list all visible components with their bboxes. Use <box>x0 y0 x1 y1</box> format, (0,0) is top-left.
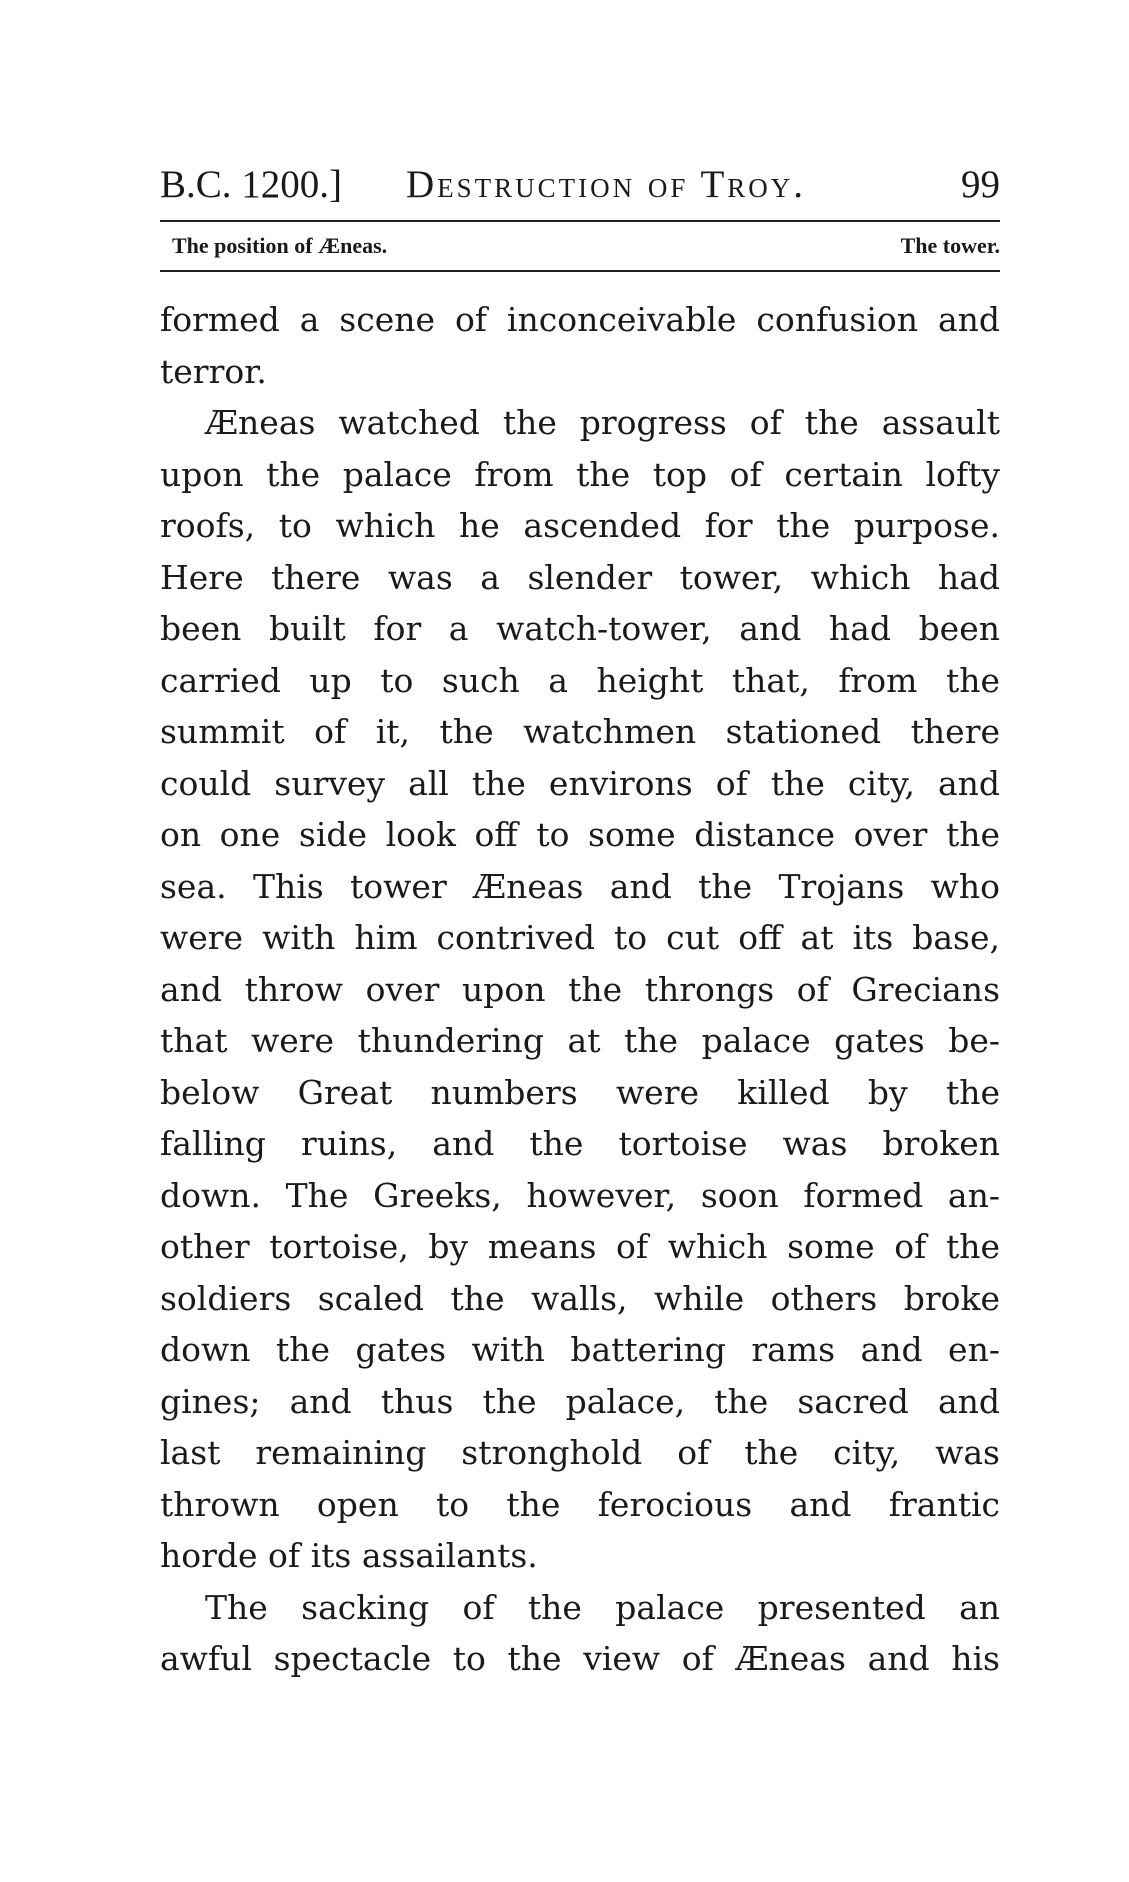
text-line: sea. This tower Æneas and the Trojans who <box>160 866 1000 906</box>
text-line: on one side look off to some distance over the <box>160 815 1000 854</box>
text-line: carried up to such a height that, from the <box>160 660 1000 700</box>
text-line: last remaining stronghold of the city, was <box>160 1433 1000 1472</box>
text-line: The sacking of the palace presented an <box>205 1587 1000 1627</box>
text-line: down. The Greeks, however, soon formed an- <box>160 1175 1000 1215</box>
paragraph <box>160 1582 1000 1685</box>
text-line: terror. <box>160 351 267 391</box>
text-line: other tortoise, by means of which some of the <box>160 1227 1000 1266</box>
text-line: Æneas watched the progress of the assault <box>205 403 1000 442</box>
text-line: summit of it, the watchmen stationed there <box>160 712 1000 751</box>
paragraph <box>160 397 1000 1582</box>
sidenote-right: The tower. <box>900 233 1000 258</box>
text-line: could survey all the environs of the city, and <box>160 763 1000 803</box>
text-line: below Great numbers were killed by the <box>160 1072 1000 1112</box>
text-line: falling ruins, and the tortoise was broken <box>160 1124 1000 1163</box>
text-line: and throw over upon the throngs of Grecians <box>160 969 1000 1009</box>
page-number: 99 <box>961 163 1000 206</box>
running-head-title: Destruction of Troy. <box>406 163 807 206</box>
text-line: were with him contrived to cut off at its base, <box>160 918 1000 957</box>
text-line: roofs, to which he ascended for the purpose. <box>160 506 1000 545</box>
text-line: down the gates with battering rams and en- <box>160 1330 1000 1369</box>
text-line: Here there was a slender tower, which had <box>160 557 1000 597</box>
paragraph <box>160 294 1000 397</box>
text-line: awful spectacle to the view of Æneas and his <box>160 1639 1000 1678</box>
text-line: gines; and thus the palace, the sacred and <box>160 1381 1000 1421</box>
text-line: upon the palace from the top of certain lofty <box>160 454 1000 494</box>
running-head-date: B.C. 1200.] <box>160 163 343 206</box>
text-line: thrown open to the ferocious and frantic <box>160 1484 1000 1524</box>
text-line: formed a scene of inconceivable confusion and <box>160 300 1000 339</box>
running-head <box>160 158 1000 212</box>
text-line: soldiers scaled the walls, while others broke <box>160 1278 1000 1318</box>
text-line: been built for a watch-tower, and had been <box>160 609 1000 648</box>
text-line: that were thundering at the palace gates be- <box>160 1021 1000 1060</box>
text-line: horde of its assailants. <box>160 1536 538 1575</box>
body-text <box>160 294 1000 1685</box>
sidenote-left: The position of Æneas. <box>172 233 388 258</box>
header-rule-top <box>160 220 1000 222</box>
header-rule-bottom <box>160 270 1000 272</box>
